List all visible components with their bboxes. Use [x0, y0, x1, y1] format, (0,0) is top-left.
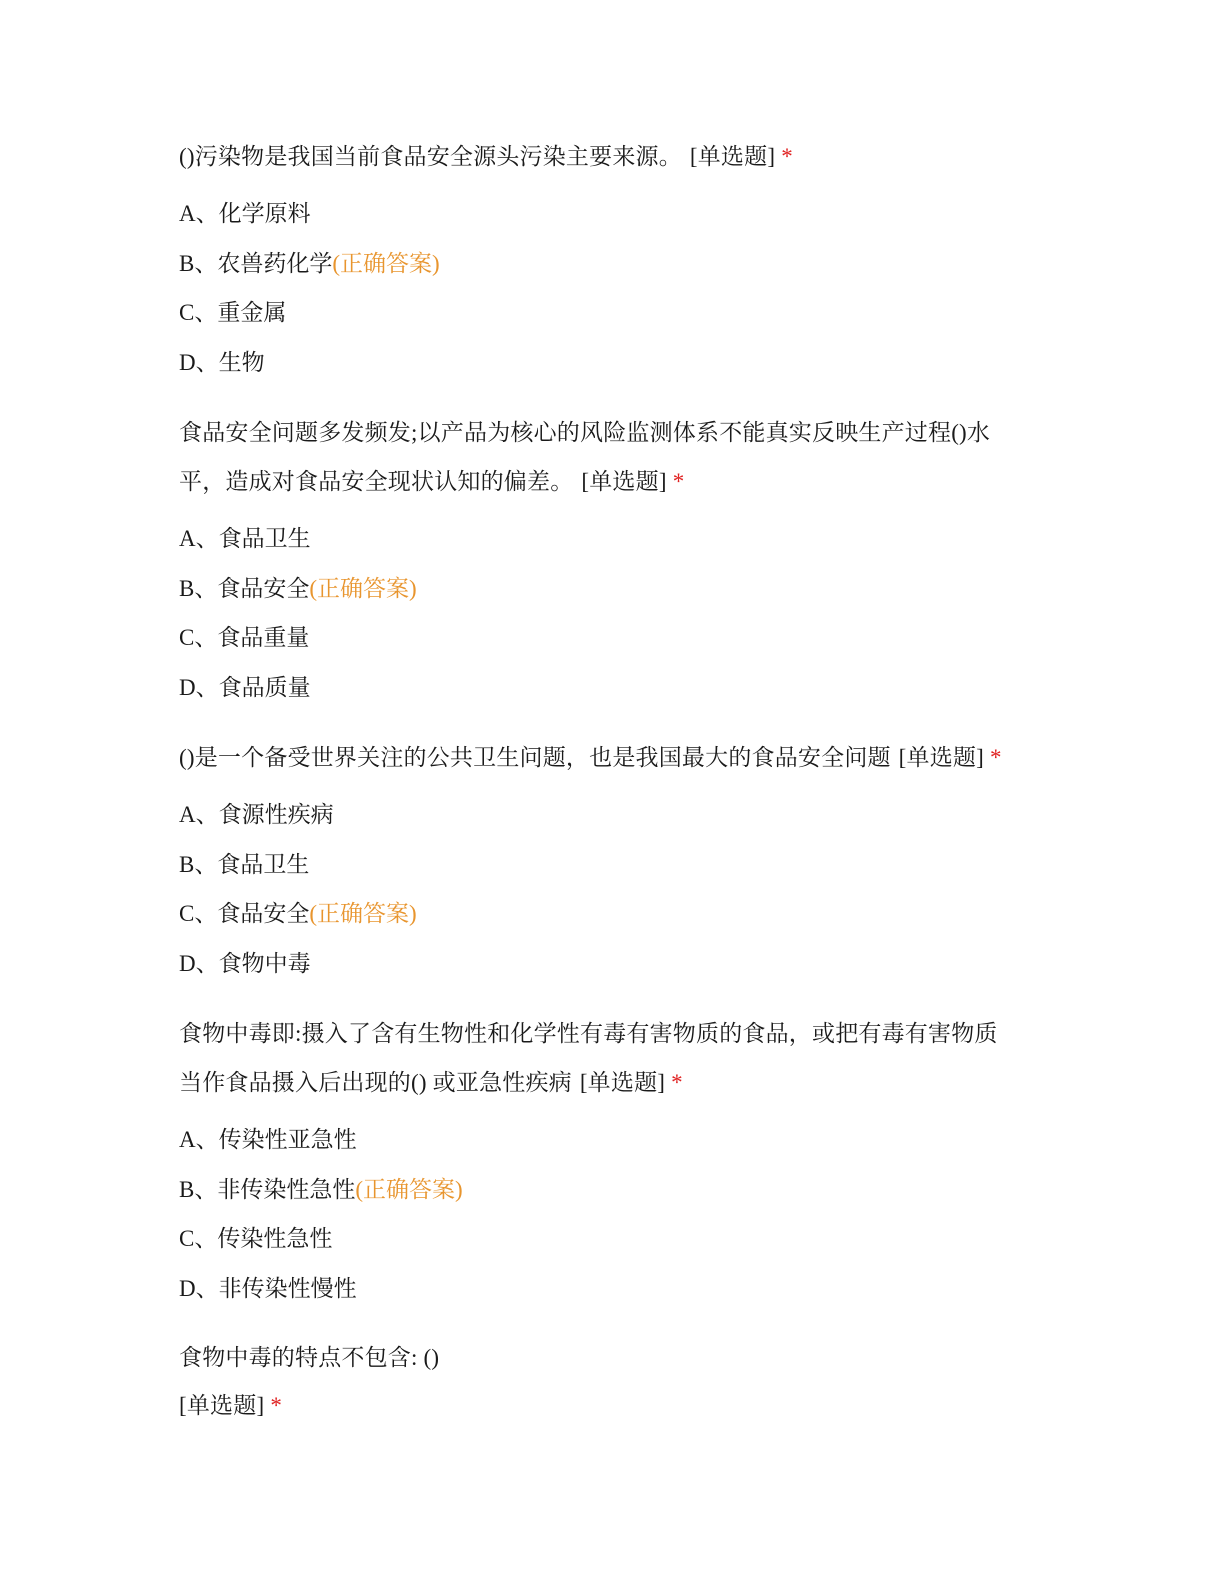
question-type: [单选题] [898, 745, 984, 770]
correct-answer-tag: (正确答案) [309, 901, 417, 926]
question-3 [179, 733, 1039, 988]
correct-answer-tag: (正确答案) [355, 1176, 463, 1202]
question-1 [179, 132, 1039, 387]
question-type: [单选题] [581, 469, 667, 494]
question-text: 食物中毒的特点不包含: () [单选题] * [179, 1345, 440, 1418]
option-a[interactable]: A、食品卫生 [179, 526, 311, 551]
option-list [179, 790, 1039, 988]
correct-answer-tag: (正确答案) [309, 575, 417, 601]
option-a[interactable]: A、化学原料 [179, 201, 311, 226]
option-a[interactable]: A、食源性疾病 [179, 802, 334, 827]
question-2 [179, 408, 1039, 712]
option-c[interactable]: C、食品重量 [179, 625, 310, 650]
option-d[interactable]: D、非传染性慢性 [179, 1275, 357, 1301]
option-b[interactable]: B、食品卫生 [179, 851, 310, 877]
option-b[interactable]: B、非传染性急性(正确答案) [179, 1176, 463, 1202]
option-a[interactable]: A、传染性亚急性 [179, 1127, 357, 1152]
question-text: 食物中毒即:摄入了含有生物性和化学性有毒有害物质的食品，或把有毒有害物质 当作食品摄入后出现的() 或亚急性疾病 [单选题] * [179, 1021, 998, 1095]
option-list [179, 514, 1039, 712]
required-mark: * [270, 1393, 283, 1418]
required-mark: * [990, 745, 1002, 770]
question-type: [单选题] [579, 1070, 666, 1095]
required-mark: * [672, 469, 685, 494]
question-5 [179, 1334, 1039, 1430]
option-c[interactable]: C、传染性急性 [179, 1226, 333, 1251]
required-mark: * [781, 144, 793, 169]
spacer [179, 988, 1039, 1009]
correct-answer-tag: (正确答案) [332, 250, 440, 276]
option-d[interactable]: D、食物中毒 [179, 950, 311, 976]
question-type: [单选题] [179, 1393, 265, 1418]
question-text: ()是一个备受世界关注的公共卫生问题，也是我国最大的食品安全问题 [单选题] * [179, 745, 1002, 770]
spacer [179, 1313, 1039, 1334]
option-list [179, 1115, 1039, 1313]
spacer [179, 712, 1039, 733]
option-b[interactable]: B、食品安全(正确答案) [179, 575, 417, 601]
option-b[interactable]: B、农兽药化学(正确答案) [179, 250, 440, 276]
option-d[interactable]: D、生物 [179, 349, 265, 375]
spacer [179, 387, 1039, 408]
option-c[interactable]: C、食品安全(正确答案) [179, 901, 417, 926]
question-text: 食品安全问题多发频发;以产品为核心的风险监测体系不能真实反映生产过程()水 平，造成对食品安全现状认知的偏差。 [单选题] * [179, 420, 991, 494]
question-list [179, 132, 1039, 1430]
required-mark: * [671, 1070, 683, 1095]
question-text: ()污染物是我国当前食品安全源头污染主要来源。 [单选题] * [179, 144, 793, 169]
option-c[interactable]: C、重金属 [179, 300, 287, 325]
option-d[interactable]: D、食品质量 [179, 674, 311, 700]
option-list [179, 189, 1039, 387]
question-type: [单选题] [689, 144, 776, 169]
question-4 [179, 1009, 1039, 1313]
